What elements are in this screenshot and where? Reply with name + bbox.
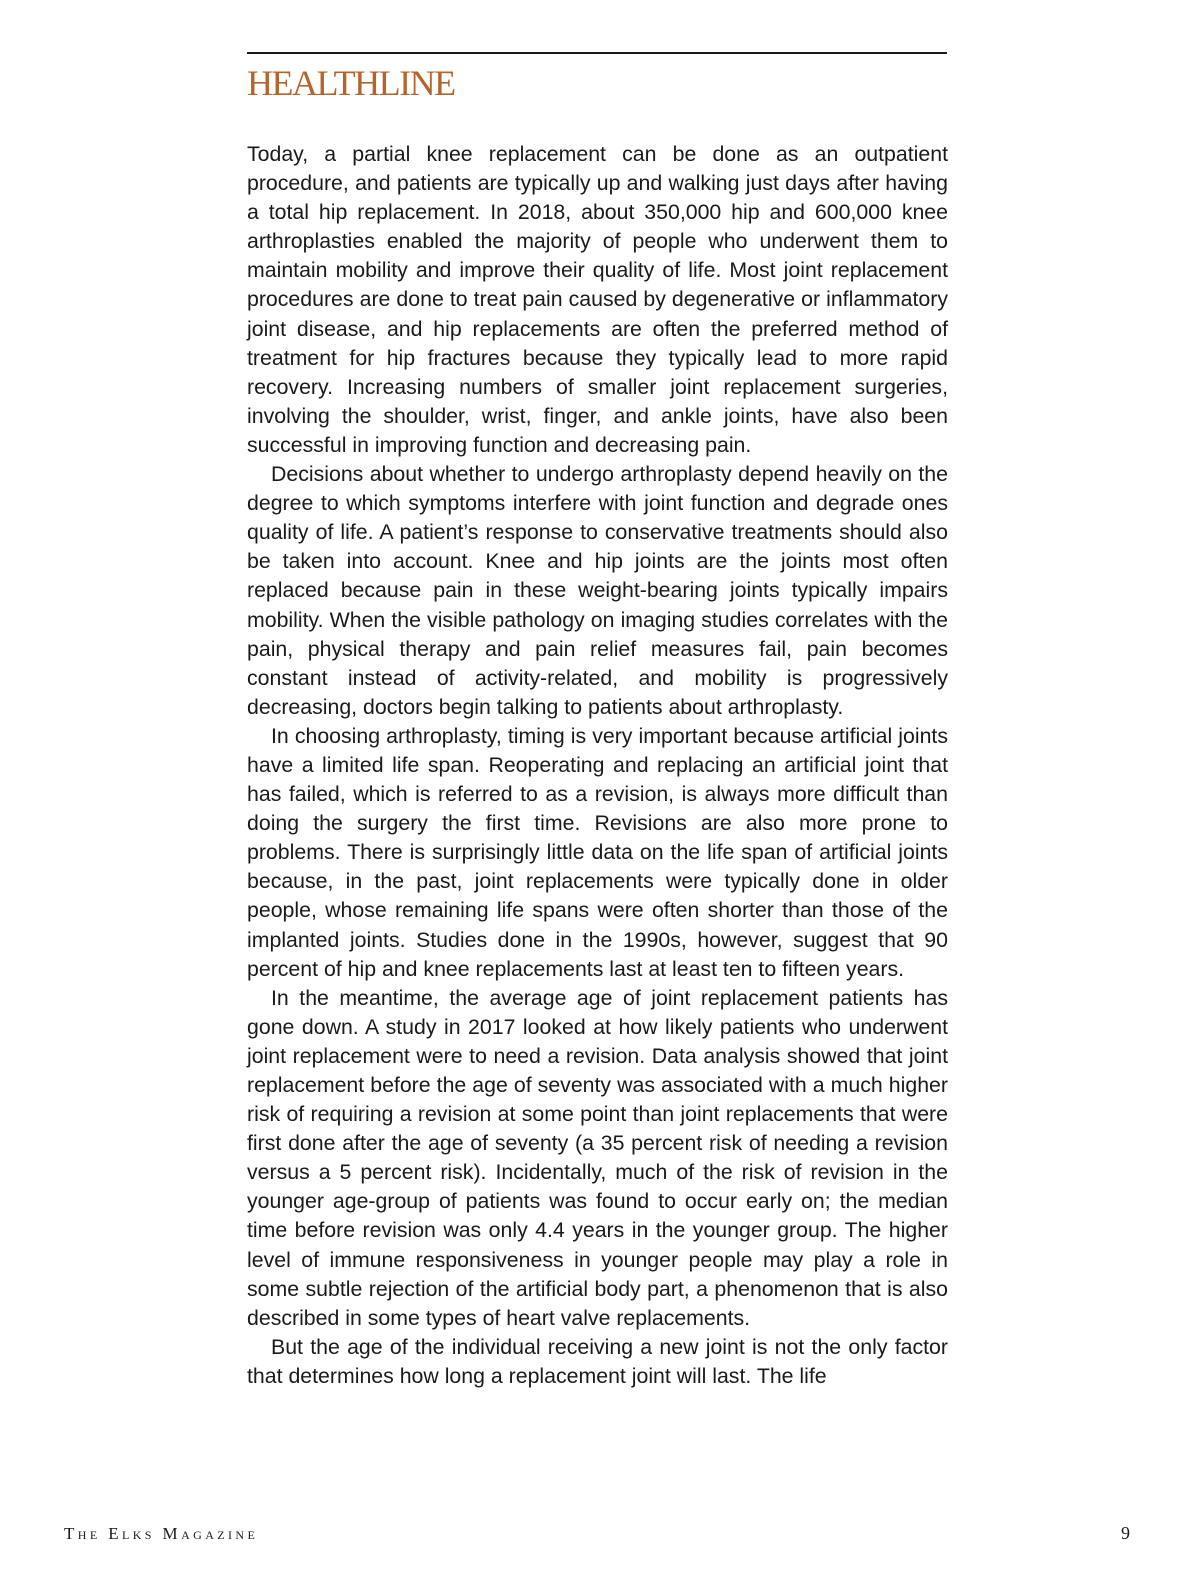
- header-rule: [247, 52, 947, 54]
- article-paragraph: Today, a partial knee replacement can be done as an outpatient procedure, and patients are typically up and walking just days after having a total hip replacement. In 2018, about 350,000 hip and 600,000 knee arthroplasties enabled the majority of people who underwent them to maintain mobility and improve their quality of life. Most joint replacement procedures are done to treat pain caused by degenerative or inflammatory joint disease, and hip replacements are often the preferred method of treatment for hip fractures because they typically lead to more rapid recovery. Increasing numbers of smaller joint replacement surgeries, involving the shoulder, wrist, finger, and ankle joints, have also been successful in improving function and decreasing pain.: [247, 142, 948, 457]
- section-title: HEALTHLINE: [247, 63, 455, 103]
- page-number: 9: [1121, 1523, 1130, 1543]
- article-paragraph: In choosing arthroplasty, timing is very important because artificial joints have a limited life span. Reoperating and replacing an artificial joint that has failed, which is referred to as a revision, is always more difficult than doing the surgery the first time. Revisions are also more prone to problems. There is surprisingly little data on the life span of artificial joints because, in the past, joint replacements were typically done in older people, whose remaining life spans were often shorter than those of the implanted joints. Studies done in the 1990s, however, suggest that 90 percent of hip and knee replacements last at least ten to fifteen years.: [247, 723, 948, 981]
- publication-name-second: Magazine: [162, 1524, 259, 1543]
- publication-name: [64, 1524, 258, 1544]
- article-paragraph: But the age of the individual receiving a new joint is not the only factor that determines how long a replacement joint will last. The life: [247, 1334, 948, 1388]
- article-body: [247, 140, 948, 1391]
- publication-name-first: The Elks: [64, 1524, 155, 1543]
- article-paragraph: Decisions about whether to undergo arthroplasty depend heavily on the degree to which symptoms interfere with joint function and degrade ones quality of life. A patient’s response to conservative treatments should also be taken into account. Knee and hip joints are the joints most often replaced because pain in these weight-bearing joints typically impairs mobility. When the visible pathology on imaging studies correlates with the pain, physical therapy and pain relief measures fail, pain becomes constant instead of activity-related, and mobility is progressively decreasing, doctors begin talking to patients about arthroplasty.: [247, 462, 948, 719]
- article-paragraph: In the meantime, the average age of joint replacement patients has gone down. A study in 2017 looked at how likely patients who underwent joint replacement were to need a revision. Data analysis showed that joint replacement before the age of seventy was associated with a much higher risk of requiring a revision at some point than joint replacements that were first done after the age of seventy (a 35 percent risk of needing a revision versus a 5 percent risk). Incidentally, much of the risk of revision in the younger age-group of patients was found to occur early on; the median time before revision was only 4.4 years in the younger group. The higher level of immune responsiveness in younger people may play a role in some subtle rejection of the artificial body part, a phenomenon that is also described in some types of heart valve replacements.: [247, 985, 948, 1330]
